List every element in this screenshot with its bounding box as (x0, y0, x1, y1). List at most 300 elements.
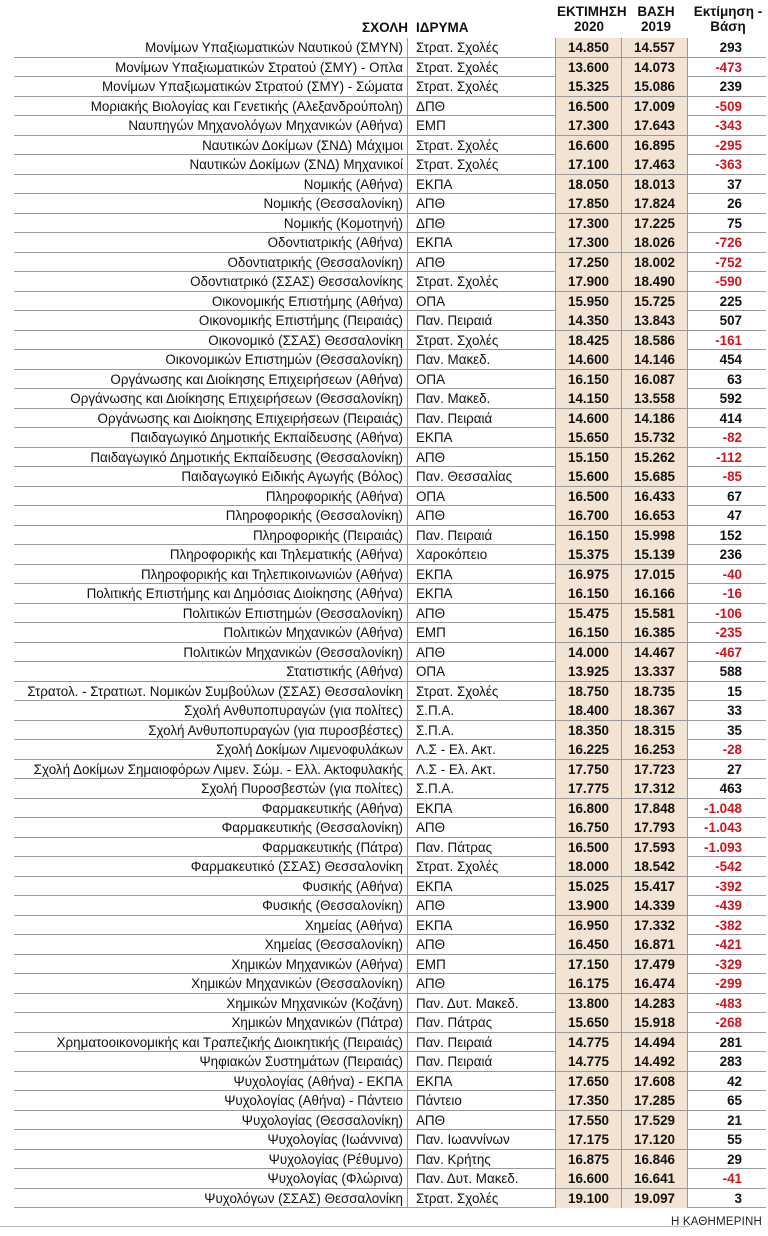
table-row (14, 116, 766, 136)
base-cell: 17.312 (622, 779, 688, 798)
difference-cell: 236 (719, 547, 742, 562)
difference-cell: -299 (715, 976, 742, 991)
estimate-cell: 13.900 (556, 896, 622, 915)
difference-cell: -1.048 (704, 800, 742, 816)
difference-cell: 152 (719, 527, 742, 543)
base-cell: 18.026 (622, 233, 688, 252)
estimate-cell: 13.800 (556, 994, 622, 1013)
difference-cell: 37 (727, 176, 742, 192)
source-credit: Η ΚΑΘΗΜΕΡΙΝΗ (671, 1216, 762, 1228)
school-cell: Μονίμων Υπαξιωματικών Ναυτικού (ΣΜΥΝ) (14, 38, 408, 57)
base-cell: 15.417 (622, 877, 688, 896)
base-cell: 14.557 (622, 38, 688, 57)
school-cell: Φυσικής (Αθήνα) (14, 877, 408, 896)
estimate-cell: 16.975 (556, 565, 622, 584)
base-cell: 17.643 (622, 116, 688, 135)
estimate-cell: 16.700 (556, 506, 622, 525)
table-row (14, 526, 766, 546)
difference-cell: 67 (727, 488, 742, 504)
difference-cell: -85 (722, 469, 742, 484)
institution-cell: Παν. Δυτ. Μακεδ. (408, 1169, 556, 1188)
institution-cell: ΑΠΘ (408, 643, 556, 662)
estimate-cell: 14.600 (556, 409, 622, 428)
base-cell: 15.725 (622, 292, 688, 311)
difference-cell: 33 (727, 703, 742, 718)
base-cell: 15.262 (622, 448, 688, 467)
difference-cell: -467 (715, 644, 742, 660)
school-cell: Φαρμακευτικής (Αθήνα) (14, 799, 408, 818)
institution-cell: ΕΚΠΑ (408, 584, 556, 603)
estimate-cell: 18.400 (556, 701, 622, 720)
estimate-cell: 14.000 (556, 643, 622, 662)
estimate-cell: 14.775 (556, 1033, 622, 1052)
footer-divider (0, 1226, 690, 1227)
header-institution: ΙΔΡΥΜΑ (416, 20, 469, 35)
table-row (14, 701, 766, 721)
base-cell: 16.474 (622, 974, 688, 993)
base-cell: 16.166 (622, 584, 688, 603)
header-diff-line2: Βάση (710, 19, 746, 34)
institution-cell: ΕΚΠΑ (408, 916, 556, 935)
table-row (14, 448, 766, 468)
estimate-cell: 15.150 (556, 448, 622, 467)
institution-cell: Στρατ. Σχολές (408, 331, 556, 350)
school-cell: Οδοντιατρικό (ΣΣΑΣ) Θεσσαλονίκης (14, 272, 408, 291)
estimate-cell: 18.000 (556, 857, 622, 876)
table-row (14, 838, 766, 858)
difference-cell: -16 (722, 586, 742, 601)
institution-cell: ΑΠΘ (408, 448, 556, 467)
base-cell: 14.339 (622, 896, 688, 915)
difference-cell: -542 (715, 859, 742, 874)
school-cell: Οργάνωσης και Διοίκησης Επιχειρήσεων (Αθήνα) (14, 370, 408, 389)
school-cell: Χημικών Μηχανικών (Κοζάνη) (14, 994, 408, 1013)
base-cell: 18.735 (622, 682, 688, 701)
difference-cell: 42 (727, 1073, 742, 1089)
table-row (14, 1111, 766, 1131)
estimate-cell: 18.350 (556, 721, 622, 740)
institution-cell: ΟΠΑ (408, 370, 556, 389)
difference-cell: 463 (719, 781, 742, 796)
school-cell: Πολιτικών Επιστημών (Θεσσαλονίκη) (14, 604, 408, 623)
school-cell: Ψυχολόγων (ΣΣΑΣ) Θεσσαλονίκη (14, 1189, 408, 1208)
base-cell: 14.146 (622, 350, 688, 369)
table-row (14, 1072, 766, 1092)
table-row (14, 1150, 766, 1170)
school-cell: Οδοντιατρικής (Αθήνα) (14, 233, 408, 252)
estimate-cell: 17.175 (556, 1130, 622, 1149)
institution-cell: Παν. Πειραιά (408, 1052, 556, 1071)
institution-cell: Στρατ. Σχολές (408, 58, 556, 77)
table-row (14, 194, 766, 214)
school-cell: Πληροφορικής και Τηλεπικοινωνιών (Αθήνα) (14, 565, 408, 584)
table-row (14, 974, 766, 994)
base-cell: 17.285 (622, 1091, 688, 1110)
difference-cell: 588 (719, 664, 742, 679)
institution-cell: ΑΠΘ (408, 896, 556, 915)
base-cell: 13.558 (622, 389, 688, 408)
estimate-cell: 16.150 (556, 526, 622, 545)
table-row (14, 896, 766, 916)
base-cell: 17.848 (622, 799, 688, 818)
institution-cell: ΕΜΠ (408, 623, 556, 642)
institution-cell: ΔΠΘ (408, 97, 556, 116)
table-row (14, 136, 766, 156)
difference-cell: 55 (727, 1132, 742, 1147)
school-cell: Φαρμακευτικό (ΣΣΑΣ) Θεσσαλονίκη (14, 857, 408, 876)
base-cell: 18.542 (622, 857, 688, 876)
table-row (14, 1013, 766, 1033)
school-cell: Στρατολ. - Στρατιωτ. Νομικών Συμβούλων (ΣΣΑΣ) Θεσσαλονίκη (14, 682, 408, 701)
estimate-cell: 16.950 (556, 916, 622, 935)
base-cell: 16.895 (622, 136, 688, 155)
difference-cell: 225 (719, 293, 742, 309)
base-cell: 17.723 (622, 760, 688, 779)
institution-cell: Χαροκόπειο (408, 545, 556, 564)
school-cell: Οικονομικό (ΣΣΑΣ) Θεσσαλονίκη (14, 331, 408, 350)
institution-cell: ΟΠΑ (408, 292, 556, 311)
school-cell: Σχολή Δοκίμων Σημαιοφόρων Λιμεν. Σώμ. - Ελλ. Ακτοφυλακής (14, 760, 408, 779)
base-cell: 16.087 (622, 370, 688, 389)
table-row (14, 565, 766, 585)
institution-cell: Παν. Δυτ. Μακεδ. (408, 994, 556, 1013)
difference-cell: 35 (727, 722, 742, 738)
difference-cell: -363 (715, 157, 742, 172)
estimate-cell: 19.100 (556, 1189, 622, 1208)
estimate-cell: 17.300 (556, 233, 622, 252)
institution-cell: ΕΚΠΑ (408, 565, 556, 584)
table-row (14, 1130, 766, 1150)
estimate-cell: 17.900 (556, 272, 622, 291)
school-cell: Παιδαγωγικό Ειδικής Αγωγής (Βόλος) (14, 467, 408, 486)
estimate-cell: 16.500 (556, 838, 622, 857)
table-row (14, 428, 766, 448)
institution-cell: Παν. Ιωαννίνων (408, 1130, 556, 1149)
estimate-cell: 14.150 (556, 389, 622, 408)
estimate-cell: 17.750 (556, 760, 622, 779)
institution-cell: ΑΠΘ (408, 506, 556, 525)
institution-cell: Παν. Μακεδ. (408, 350, 556, 369)
difference-cell: 454 (719, 352, 742, 367)
difference-cell: 592 (719, 391, 742, 406)
base-cell: 17.332 (622, 916, 688, 935)
estimate-cell: 17.100 (556, 155, 622, 174)
estimate-cell: 15.325 (556, 77, 622, 96)
table-row (14, 331, 766, 351)
base-cell: 13.843 (622, 311, 688, 330)
school-cell: Χρηματοοικονομικής και Τραπεζικής Διοικητικής (Πειραιάς) (14, 1033, 408, 1052)
base-cell: 16.871 (622, 935, 688, 954)
table-row (14, 175, 766, 195)
difference-cell: -28 (722, 742, 742, 757)
estimate-cell: 18.750 (556, 682, 622, 701)
institution-cell: ΕΚΠΑ (408, 428, 556, 447)
base-cell: 16.846 (622, 1150, 688, 1169)
school-cell: Στατιστικής (Αθήνα) (14, 662, 408, 681)
table-row (14, 487, 766, 507)
table-row (14, 311, 766, 331)
school-cell: Μονίμων Υπαξιωματικών Στρατού (ΣΜΥ) - Σώματα (14, 77, 408, 96)
estimate-cell: 15.600 (556, 467, 622, 486)
institution-cell: Στρατ. Σχολές (408, 272, 556, 291)
table-row (14, 272, 766, 292)
school-cell: Πληροφορικής (Αθήνα) (14, 487, 408, 506)
table-row (14, 760, 766, 780)
estimate-cell: 15.950 (556, 292, 622, 311)
school-cell: Ψυχολογίας (Φλώρινα) (14, 1169, 408, 1188)
school-cell: Ψυχολογίας (Θεσσαλονίκη) (14, 1111, 408, 1130)
base-cell: 19.097 (622, 1189, 688, 1208)
table-row (14, 1091, 766, 1111)
school-cell: Νομικής (Κομοτηνή) (14, 214, 408, 233)
difference-cell: -509 (715, 98, 742, 114)
table-row (14, 233, 766, 253)
school-cell: Ψυχολογίας (Ιωάννινα) (14, 1130, 408, 1149)
institution-cell: Λ.Σ - Ελ. Ακτ. (408, 740, 556, 759)
difference-cell: -82 (722, 430, 742, 445)
institution-cell: Σ.Π.Α. (408, 701, 556, 720)
difference-cell: 47 (727, 508, 742, 523)
difference-cell: -235 (715, 625, 742, 640)
table-row (14, 506, 766, 526)
base-cell: 17.225 (622, 214, 688, 233)
difference-cell: -41 (722, 1171, 742, 1186)
estimate-cell: 16.750 (556, 818, 622, 837)
difference-cell: 293 (719, 40, 742, 55)
estimate-cell: 16.875 (556, 1150, 622, 1169)
difference-cell: 63 (727, 371, 742, 387)
institution-cell: ΕΚΠΑ (408, 175, 556, 194)
school-cell: Πληροφορικής και Τηλεματικής (Αθήνα) (14, 545, 408, 564)
institution-cell: Στρατ. Σχολές (408, 682, 556, 701)
table-row (14, 955, 766, 975)
header-difference (690, 4, 766, 34)
difference-cell: -590 (715, 274, 742, 289)
school-cell: Ψηφιακών Συστημάτων (Πειραιάς) (14, 1052, 408, 1071)
school-cell: Πληροφορικής (Πειραιάς) (14, 526, 408, 545)
table-row (14, 77, 766, 97)
school-cell: Πολιτικών Μηχανικών (Αθήνα) (14, 623, 408, 642)
difference-cell: -726 (715, 235, 742, 250)
base-cell: 15.581 (622, 604, 688, 623)
difference-cell: -112 (715, 449, 742, 465)
institution-cell: ΕΚΠΑ (408, 799, 556, 818)
institution-cell: Σ.Π.Α. (408, 721, 556, 740)
table-row (14, 740, 766, 760)
institution-cell: Παν. Πάτρας (408, 1013, 556, 1032)
difference-cell: 414 (719, 410, 742, 426)
table-row (14, 721, 766, 741)
institution-cell: Παν. Πάτρας (408, 838, 556, 857)
estimate-cell: 16.450 (556, 935, 622, 954)
estimate-cell: 16.600 (556, 1169, 622, 1188)
estimate-cell: 17.850 (556, 194, 622, 213)
school-cell: Πολιτικής Επιστήμης και Δημόσιας Διοίκησης (Αθήνα) (14, 584, 408, 603)
base-cell: 14.467 (622, 643, 688, 662)
header-diff-line1: Εκτίμηση - (693, 4, 763, 19)
header-estimate (557, 4, 627, 34)
difference-cell: -343 (715, 118, 742, 133)
school-cell: Ψυχολογίας (Ρέθυμνο) (14, 1150, 408, 1169)
base-cell: 18.586 (622, 331, 688, 350)
difference-cell: 239 (719, 79, 742, 94)
difference-cell: 283 (719, 1054, 742, 1069)
school-cell: Ψυχολογίας (Αθήνα) - Πάντειο (14, 1091, 408, 1110)
school-cell: Παιδαγωγικό Δημοτικής Εκπαίδευσης (Αθήνα) (14, 428, 408, 447)
estimate-cell: 16.175 (556, 974, 622, 993)
difference-cell: -392 (715, 878, 742, 894)
table-row (14, 292, 766, 312)
estimate-cell: 15.650 (556, 1013, 622, 1032)
school-cell: Ναυτικών Δοκίμων (ΣΝΔ) Μηχανικοί (14, 155, 408, 174)
base-cell: 15.685 (622, 467, 688, 486)
header-school: ΣΧΟΛΗ (362, 20, 408, 35)
base-cell: 17.793 (622, 818, 688, 837)
institution-cell: ΑΠΘ (408, 818, 556, 837)
table-row (14, 467, 766, 487)
institution-cell: ΕΚΠΑ (408, 1072, 556, 1091)
school-cell: Χημικών Μηχανικών (Θεσσαλονίκη) (14, 974, 408, 993)
estimate-cell: 13.600 (556, 58, 622, 77)
school-cell: Χημικών Μηχανικών (Πάτρα) (14, 1013, 408, 1032)
institution-cell: Παν. Θεσσαλίας (408, 467, 556, 486)
base-cell: 17.120 (622, 1130, 688, 1149)
institution-cell: Στρατ. Σχολές (408, 38, 556, 57)
school-cell: Χημείας (Θεσσαλονίκη) (14, 935, 408, 954)
institution-cell: ΕΚΠΑ (408, 877, 556, 896)
difference-cell: 21 (727, 1112, 742, 1128)
estimate-cell: 17.550 (556, 1111, 622, 1130)
difference-cell: -473 (715, 59, 742, 75)
school-cell: Πολιτικών Μηχανικών (Θεσσαλονίκη) (14, 643, 408, 662)
difference-cell: -1.093 (704, 839, 742, 855)
table-row (14, 643, 766, 663)
base-cell: 14.492 (622, 1052, 688, 1071)
estimate-cell: 15.025 (556, 877, 622, 896)
school-cell: Οικονομικών Επιστημών (Θεσσαλονίκη) (14, 350, 408, 369)
estimate-cell: 14.850 (556, 38, 622, 57)
institution-cell: ΟΠΑ (408, 487, 556, 506)
difference-cell: -40 (722, 566, 742, 582)
header-base (624, 4, 688, 34)
base-cell: 17.015 (622, 565, 688, 584)
base-cell: 17.529 (622, 1111, 688, 1130)
school-cell: Νομικής (Αθήνα) (14, 175, 408, 194)
estimate-cell: 13.925 (556, 662, 622, 681)
institution-cell: Λ.Σ - Ελ. Ακτ. (408, 760, 556, 779)
base-cell: 16.385 (622, 623, 688, 642)
table-row (14, 58, 766, 78)
table-row (14, 818, 766, 838)
table-row (14, 214, 766, 234)
base-cell: 17.009 (622, 97, 688, 116)
estimate-cell: 14.350 (556, 311, 622, 330)
base-cell: 15.998 (622, 526, 688, 545)
estimate-cell: 17.350 (556, 1091, 622, 1110)
base-cell: 16.641 (622, 1169, 688, 1188)
estimate-cell: 18.425 (556, 331, 622, 350)
table-row (14, 779, 766, 799)
difference-cell: -106 (715, 605, 742, 621)
difference-cell: 3 (734, 1190, 742, 1206)
estimate-cell: 15.475 (556, 604, 622, 623)
estimate-cell: 15.650 (556, 428, 622, 447)
institution-cell: ΟΠΑ (408, 662, 556, 681)
estimate-cell: 17.150 (556, 955, 622, 974)
base-cell: 18.315 (622, 721, 688, 740)
table-row (14, 799, 766, 819)
difference-cell: 281 (719, 1034, 742, 1050)
table-row (14, 97, 766, 117)
institution-cell: ΕΜΠ (408, 116, 556, 135)
school-cell: Σχολή Δοκίμων Λιμενοφυλάκων (14, 740, 408, 759)
table-row (14, 545, 766, 565)
institution-cell: Παν. Πειραιά (408, 311, 556, 330)
base-cell: 17.824 (622, 194, 688, 213)
school-cell: Σχολή Πυροσβεστών (για πολίτες) (14, 779, 408, 798)
base-cell: 18.013 (622, 175, 688, 194)
institution-cell: Σ.Π.Α. (408, 779, 556, 798)
estimate-cell: 16.225 (556, 740, 622, 759)
institution-cell: ΕΜΠ (408, 955, 556, 974)
base-cell: 14.283 (622, 994, 688, 1013)
base-cell: 15.139 (622, 545, 688, 564)
table-row (14, 1169, 766, 1189)
table-row (14, 994, 766, 1014)
school-cell: Ναυπηγών Μηχανολόγων Μηχανικών (Αθήνα) (14, 116, 408, 135)
base-cell: 18.002 (622, 253, 688, 272)
institution-cell: Παν. Πειραιά (408, 409, 556, 428)
base-cell: 13.337 (622, 662, 688, 681)
estimate-cell: 18.050 (556, 175, 622, 194)
institution-cell: ΑΠΘ (408, 935, 556, 954)
estimate-cell: 14.600 (556, 350, 622, 369)
institution-cell: ΑΠΘ (408, 974, 556, 993)
school-cell: Σχολή Ανθυποπυραγών (για πυροσβέστες) (14, 721, 408, 740)
table-row (14, 1052, 766, 1072)
table-body (14, 38, 766, 1208)
table-row (14, 1189, 766, 1209)
difference-cell: 29 (727, 1151, 742, 1167)
school-cell: Σχολή Ανθυποπυραγών (για πολίτες) (14, 701, 408, 720)
difference-cell: -1.043 (704, 820, 742, 835)
school-cell: Φυσικής (Θεσσαλονίκη) (14, 896, 408, 915)
institution-cell: Στρατ. Σχολές (408, 77, 556, 96)
table-row (14, 604, 766, 624)
estimate-cell: 17.650 (556, 1072, 622, 1091)
difference-cell: 75 (727, 215, 742, 231)
estimate-cell: 16.150 (556, 623, 622, 642)
table-header (0, 0, 768, 38)
difference-cell: -439 (715, 898, 742, 913)
school-cell: Φαρμακευτικής (Πάτρα) (14, 838, 408, 857)
difference-cell: -483 (715, 995, 742, 1011)
difference-cell: 65 (727, 1093, 742, 1108)
difference-cell: 15 (727, 683, 742, 699)
table-row (14, 389, 766, 409)
base-cell: 18.490 (622, 272, 688, 291)
base-cell: 14.494 (622, 1033, 688, 1052)
difference-cell: 26 (727, 196, 742, 211)
institution-cell: Παν. Πειραιά (408, 1033, 556, 1052)
table-row (14, 409, 766, 429)
institution-cell: ΑΠΘ (408, 194, 556, 213)
base-cell: 17.463 (622, 155, 688, 174)
institution-cell: ΔΠΘ (408, 214, 556, 233)
difference-cell: -382 (715, 917, 742, 933)
estimate-cell: 16.150 (556, 370, 622, 389)
estimate-cell: 16.150 (556, 584, 622, 603)
